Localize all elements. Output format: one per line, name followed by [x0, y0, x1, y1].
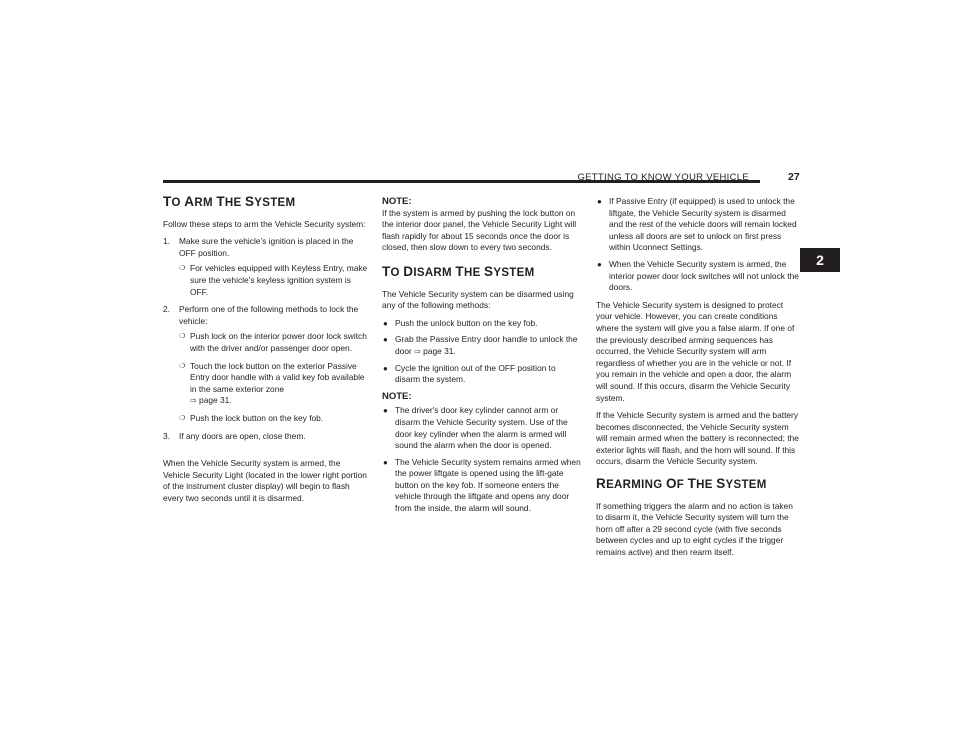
- bullet-icon: ●: [597, 259, 602, 269]
- arm-step-3: 3. If any doors are open, close them.: [163, 430, 306, 441]
- page-ref-arrow-icon: ⇨: [414, 346, 421, 356]
- bullet-icon: ●: [597, 197, 602, 206]
- page-ref-link[interactable]: page 31.: [199, 395, 232, 406]
- arm-intro: Follow these steps to arm the Vehicle Security system:: [163, 218, 366, 229]
- arm-after: When the Vehicle Security system is armed, the Vehicle Security Light (located in the lower right portion of the instrument cluster display) will begin to flash every two seconds until it is disarmed.: [163, 458, 367, 503]
- column-1: [163, 196, 369, 510]
- note-label: NOTE:: [382, 390, 412, 402]
- disarm-method-3: ● Cycle the ignition out of the OFF position to disarm the system.: [383, 362, 556, 385]
- disarm-intro: The Vehicle Security system can be disarmed using any of the following methods:: [382, 288, 574, 311]
- disarm-method-1: ● Push the unlock button on the key fob.: [383, 317, 538, 328]
- column-2: [382, 196, 582, 521]
- rearm-text: If something triggers the alarm and no action is taken to disarm it, the Vehicle Security system will turn the horn off after a 29 second cycle (with five seconds between cycles and up to eight cycles if the trigger remains active) and then rearm itself.: [596, 500, 793, 558]
- circle-bullet-icon: ❍: [179, 265, 186, 273]
- disarm-method-2: ● Grab the Passive Entry door handle to unlock the door ⇨ page 31.: [383, 334, 578, 356]
- note-2-list: [382, 405, 582, 514]
- circle-bullet-icon: ❍: [179, 333, 186, 341]
- column-3: [596, 196, 800, 565]
- note-2-list-continued: [596, 196, 800, 294]
- page-ref-link[interactable]: page 31.: [423, 345, 456, 356]
- note-1-text: If the system is armed by pushing the lock button on the interior door panel, the Vehicle Security Light will flash rapidly for about 15 seconds once the door is closed, then slow down to every two seconds.: [382, 207, 577, 253]
- arm-steps: [163, 236, 369, 442]
- arm-step-2-sub-3: ❍ Push the lock button on the key fob.: [179, 412, 324, 423]
- circle-bullet-icon: ❍: [179, 414, 186, 422]
- arm-step-1: 1. Make sure the vehicle’s ignition is placed in the OFF position. ❍ For vehicles equipped with Keyless Entry, make sure the vehicle’s keyless ignition system is OFF.: [163, 236, 368, 297]
- paragraph-false-alarm: The Vehicle Security system is designed to protect your vehicle. However, you can create conditions where the system will give you a false alarm. If one of the previously described arming sequences has occurred, the Vehicle Security system will arm regardless of whether you are in the vehicle or not. If you remain in the vehicle and open a door, the alarm will sound. If this occurs, disarm the Vehicle Security system.: [596, 299, 795, 403]
- bullet-icon: ●: [383, 363, 388, 373]
- arm-step-1-sub-1: ❍ For vehicles equipped with Keyless Entry, make sure the vehicle’s keyless ignition system is OFF.: [179, 263, 368, 297]
- heading-rearming: REARMING OF THE SYSTEM: [596, 476, 767, 492]
- note-label: NOTE:: [382, 196, 412, 207]
- paragraph-battery: If the Vehicle Security system is armed and the battery becomes disconnected, the Vehicle Security system will remain armed when the battery is reconnected; the exterior lights will flash, and the horn will sound. If this occurs, disarm the Vehicle Security system.: [596, 410, 799, 467]
- bullet-icon: ●: [383, 406, 388, 416]
- arm-step-2-sub-2: ❍ Touch the lock button on the exterior Passive Entry door handle with a valid key fob available in the same exterior zone ⇨ page 31.: [179, 360, 365, 406]
- page-number: 27: [788, 171, 800, 183]
- chapter-tab: 2: [800, 248, 840, 272]
- heading-to-disarm: TO DISARM THE SYSTEM: [382, 263, 535, 279]
- arm-step-2-sub-1: ❍ Push lock on the interior power door lock switch with the driver and/or passenger door open.: [179, 331, 367, 353]
- heading-to-arm: TO ARM THE SYSTEM: [163, 194, 296, 209]
- bullet-icon: ●: [383, 457, 388, 467]
- running-header: GETTING TO KNOW YOUR VEHICLE: [577, 172, 749, 183]
- disarm-methods: [382, 318, 582, 386]
- note-2-item-2: ● The Vehicle Security system remains armed when the power liftgate is opened using the lift-gate button on the key fob. If someone enters the vehicle through the liftgate and opens any door from the inside, the alarm will sound.: [383, 456, 581, 514]
- arm-step-2: 2. Perform one of the following methods to lock the vehicle: ❍ Push lock on the interior power door lock switch with the driver and/or passenger door open. ❍ Touch the lock button on the exterior Passive Entry door handle with a valid key fob available in the same exterior zone ⇨ page 31. ❍ Push the lock button on the key fob.: [163, 304, 369, 424]
- note-2-item-4: ● When the Vehicle Security system is armed, the interior power door lock switches will not unlock the doors.: [597, 258, 799, 293]
- bullet-icon: ●: [383, 318, 388, 328]
- circle-bullet-icon: ❍: [179, 362, 186, 370]
- note-2-item-3: ● If Passive Entry (if equipped) is used to unlock the liftgate, the Vehicle Security system is disarmed and the rest of the vehicle doors will remain locked unless all doors are set to unlock on first press within Uconnect Settings.: [597, 196, 797, 253]
- note-2-item-1: ● The driver's door key cylinder cannot arm or disarm the Vehicle Security system. Use of the door key cylinder when the alarm is armed will sound the alarm when the door is opened.: [383, 405, 568, 451]
- bullet-icon: ●: [383, 335, 388, 345]
- page-ref-arrow-icon: ⇨: [190, 396, 197, 406]
